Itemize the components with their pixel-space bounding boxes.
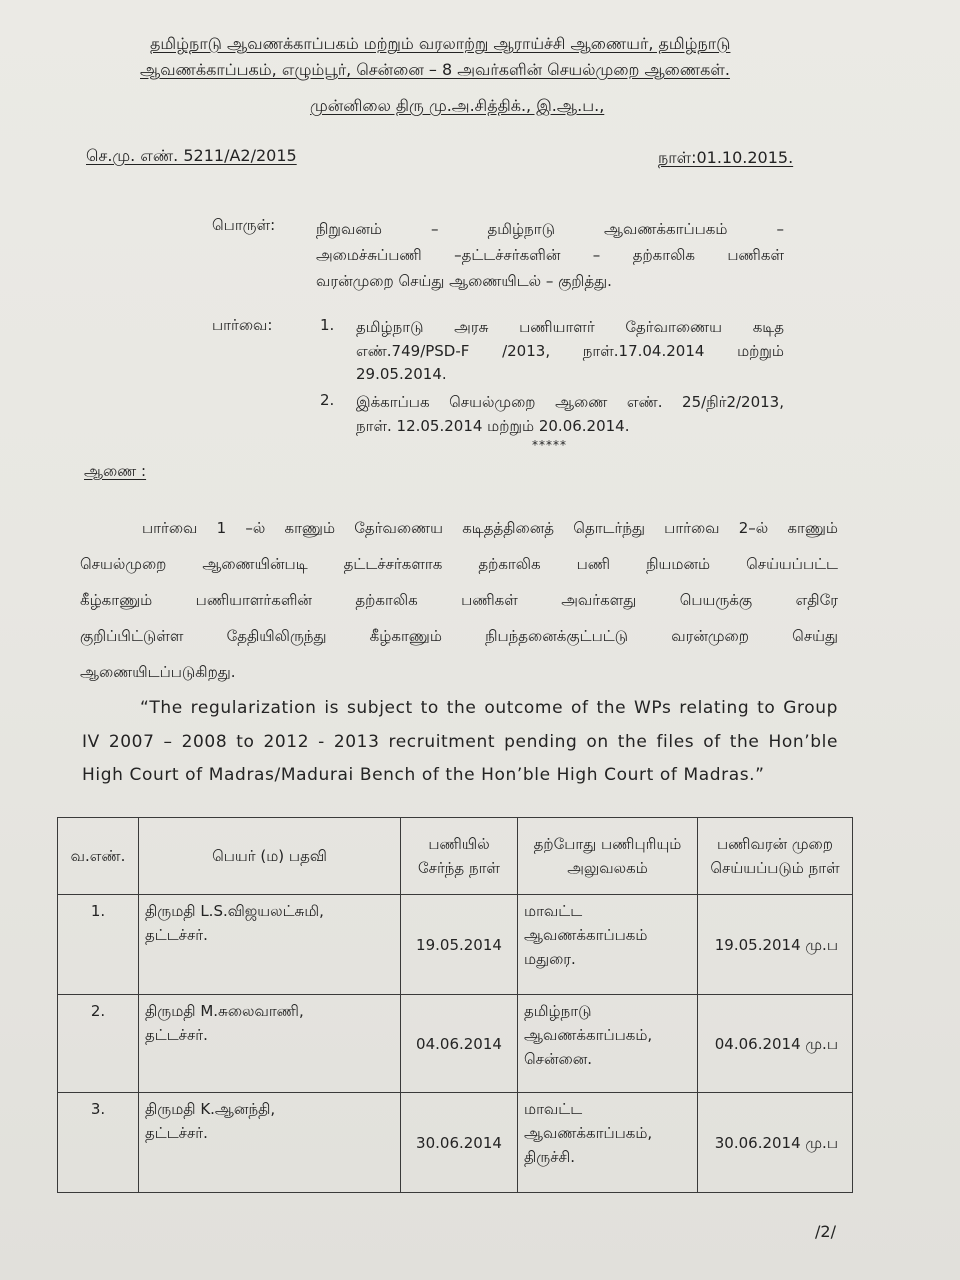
condition-line: “The regularization is subject to the outcome of the WPs relating to Group xyxy=(140,698,838,718)
order-date: நாள்:01.10.2015. xyxy=(658,148,794,167)
office-line: மதுரை. xyxy=(524,950,576,968)
table-header-row xyxy=(58,818,853,895)
reference-item xyxy=(356,391,784,438)
regularization-condition xyxy=(82,692,838,793)
row-office xyxy=(518,995,698,1093)
header-sno: வ.எண். xyxy=(58,818,139,895)
reference-number: செ.மு. எண். 5211/A2/2015 xyxy=(86,146,297,165)
subject-line: நிறுவனம் – தமிழ்நாடு ஆவணக்காப்பகம் – xyxy=(316,220,784,238)
header-joined-date: பணியில் சேர்ந்த நாள் xyxy=(401,818,518,895)
table-row xyxy=(58,1093,853,1193)
header-current-office: தற்போது பணிபுரியும் அலுவலகம் xyxy=(518,818,698,895)
references-label: பார்வை: xyxy=(212,316,273,334)
employee-post: தட்டச்சர். xyxy=(145,1124,208,1142)
row-regularization-date: 30.06.2014 மு.ப xyxy=(698,1093,853,1193)
table-row xyxy=(58,995,853,1093)
office-line: மாவட்ட xyxy=(524,902,583,920)
order-line: பார்வை 1 –ல் காணும் தேர்வணைய கடிதத்தினைத் தொடர்ந்து பார்வை 2–ல் காணும் xyxy=(142,519,838,537)
subject-text xyxy=(316,216,784,294)
reference-line: எண்.749/PSD-F /2013, நாள்.17.04.2014 மற்றும் xyxy=(356,341,784,360)
office-line: சென்னை. xyxy=(524,1050,593,1068)
subject-line: அமைச்சுப்பணி –தட்டச்சர்களின் – தற்காலிக பணிகள் xyxy=(316,246,784,264)
subject-label: பொருள்: xyxy=(212,216,276,234)
row-joined-date: 19.05.2014 xyxy=(401,895,518,995)
employee-post: தட்டச்சர். xyxy=(145,926,208,944)
table-row xyxy=(58,895,853,995)
employee-name: திருமதி M.சுலைவாணி, xyxy=(145,1002,304,1020)
office-line: ஆவணக்காப்பகம், xyxy=(524,1026,653,1044)
header-line-1: தமிழ்நாடு ஆவணக்காப்பகம் மற்றும் வரலாற்று ஆராய்ச்சி ஆணையர், தமிழ்நாடு xyxy=(150,34,731,53)
office-line: ஆவணக்காப்பகம், xyxy=(524,1124,653,1142)
row-sno: 2. xyxy=(58,995,139,1093)
condition-line: High Court of Madras/Madurai Bench of the Hon’ble High Court of Madras.” xyxy=(82,765,765,785)
reference-item xyxy=(356,316,784,387)
office-line: மாவட்ட xyxy=(524,1100,583,1118)
row-joined-date: 30.06.2014 xyxy=(401,1093,518,1193)
separator-stars: ***** xyxy=(532,438,567,452)
office-line: தமிழ்நாடு xyxy=(524,1002,592,1020)
order-line: செயல்முறை ஆணையின்படி தட்டச்சர்களாக தற்காலிக பணி நியமனம் செய்யப்பட்ட xyxy=(80,555,838,573)
employee-name: திருமதி K.ஆனந்தி, xyxy=(145,1100,276,1118)
row-regularization-date: 19.05.2014 மு.ப xyxy=(698,895,853,995)
row-office xyxy=(518,895,698,995)
reference-line: 29.05.2014. xyxy=(356,365,447,383)
employee-name: திருமதி L.S.விஜயலட்சுமி, xyxy=(145,902,324,920)
header-regularization-date: பணிவரன் முறை செய்யப்படும் நாள் xyxy=(698,818,853,895)
subject-line: வரன்முறை செய்து ஆணையிடல் – குறித்து. xyxy=(316,272,612,290)
header-name-post: பெயர் (ம) பதவி xyxy=(139,818,401,895)
order-label: ஆணை : xyxy=(84,462,147,480)
order-line: ஆணையிடப்படுகிறது. xyxy=(80,663,236,681)
employee-post: தட்டச்சர். xyxy=(145,1026,208,1044)
order-line: கீழ்காணும் பணியாளர்களின் தற்காலிக பணிகள் அவர்களது பெயருக்கு எதிரே xyxy=(80,591,838,609)
reference-line: தமிழ்நாடு அரசு பணியாளர் தேர்வாணைய கடித xyxy=(356,318,784,336)
row-name-post xyxy=(139,995,401,1093)
reference-item-number: 2. xyxy=(320,391,335,409)
row-sno: 1. xyxy=(58,895,139,995)
header-presence-line: முன்னிலை திரு மு.அ.சித்திக்., இ.ஆ.ப., xyxy=(310,96,605,115)
order-paragraph xyxy=(80,510,838,690)
reference-line: நாள். 12.05.2014 மற்றும் 20.06.2014. xyxy=(356,416,630,435)
row-name-post xyxy=(139,1093,401,1193)
reference-line: இக்காப்பக செயல்முறை ஆணை எண். 25/நிர்2/2013, xyxy=(356,393,784,411)
condition-line: IV 2007 – 2008 to 2012 - 2013 recruitment pending on the files of the Hon’ble xyxy=(82,731,838,752)
order-line: குறிப்பிட்டுள்ள தேதியிலிருந்து கீழ்காணும் நிபந்தனைக்குட்பட்டு வரன்முறை செய்து xyxy=(80,627,838,645)
row-sno: 3. xyxy=(58,1093,139,1193)
row-regularization-date: 04.06.2014 மு.ப xyxy=(698,995,853,1093)
office-line: ஆவணக்காப்பகம் xyxy=(524,926,648,944)
row-name-post xyxy=(139,895,401,995)
page-marker: /2/ xyxy=(815,1222,836,1241)
office-line: திருச்சி. xyxy=(524,1148,576,1166)
staff-table xyxy=(57,817,853,1193)
row-office xyxy=(518,1093,698,1193)
header-line-2: ஆவணக்காப்பகம், எழும்பூர், சென்னை – 8 அவர்களின் செயல்முறை ஆணைகள். xyxy=(140,60,730,79)
reference-item-number: 1. xyxy=(320,316,335,334)
row-joined-date: 04.06.2014 xyxy=(401,995,518,1093)
